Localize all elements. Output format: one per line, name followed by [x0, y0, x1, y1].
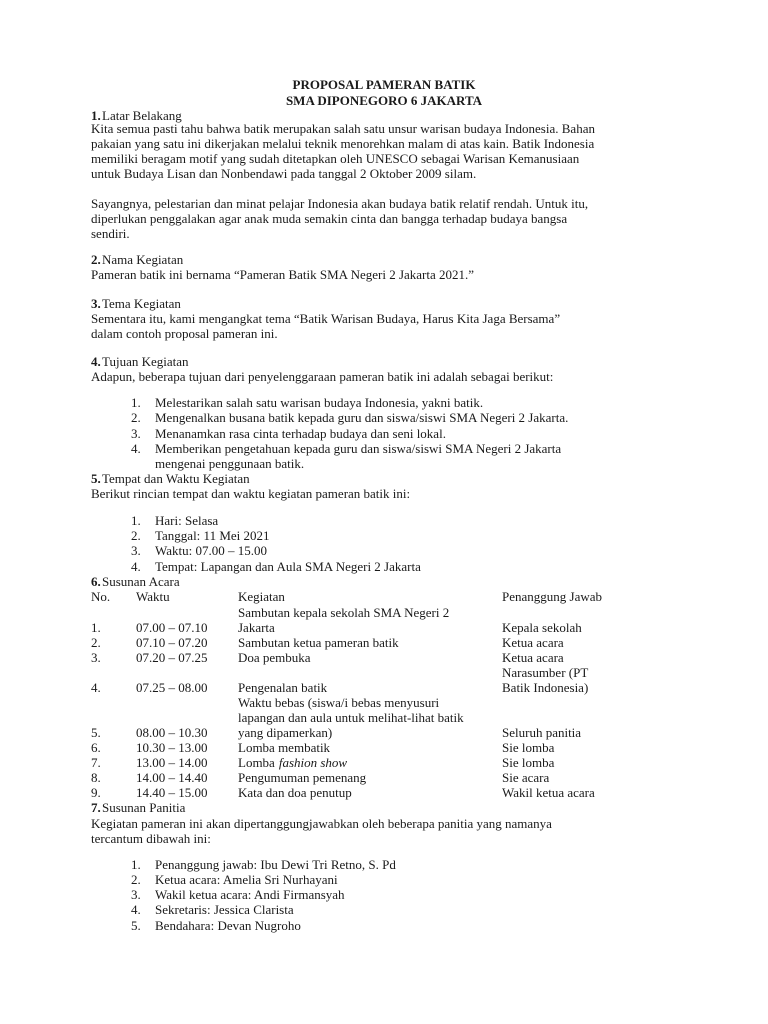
- paragraph-line: Kegiatan pameran ini akan dipertanggungjawabkan oleh beberapa panitia yang namanya: [91, 816, 552, 831]
- list-number: 4.: [131, 441, 141, 456]
- table-cell-waktu: 07.00 – 07.10: [136, 620, 208, 635]
- paragraph-line: tercantum dibawah ini:: [91, 831, 211, 846]
- section-heading: Nama Kegiatan: [102, 252, 184, 267]
- table-cell-no: 2.: [91, 635, 101, 650]
- list-item: Hari: Selasa: [155, 513, 219, 528]
- paragraph-line: Sayangnya, pelestarian dan minat pelajar Indonesia akan budaya batik relatif rendah. Untuk itu,: [91, 196, 589, 211]
- section-heading: Tujuan Kegiatan: [102, 354, 189, 369]
- list-number: 3.: [131, 887, 141, 902]
- list-item: Tanggal: 11 Mei 2021: [155, 528, 270, 543]
- list-number: 4.: [131, 559, 141, 574]
- list-number: 1.: [131, 857, 141, 872]
- list-number: 3.: [131, 426, 141, 441]
- list-item: Mengenalkan busana batik kepada guru dan siswa/siswi SMA Negeri 2 Jakarta.: [155, 410, 569, 425]
- table-cell-kegiatan: Sambutan ketua pameran batik: [238, 635, 399, 650]
- table-cell-penanggung-jawab: Seluruh panitia: [502, 725, 582, 740]
- list-number: 1.: [131, 513, 141, 528]
- list-item: Melestarikan salah satu warisan budaya Indonesia, yakni batik.: [155, 395, 484, 410]
- paragraph-line: Sementara itu, kami mengangkat tema “Batik Warisan Budaya, Harus Kita Jaga Bersama”: [91, 311, 561, 326]
- table-cell-waktu: 10.30 – 13.00: [136, 740, 208, 755]
- title-line-2: SMA DIPONEGORO 6 JAKARTA: [285, 93, 483, 108]
- table-cell-kegiatan: Pengumuman pemenang: [238, 770, 367, 785]
- table-cell-no: 3.: [91, 650, 101, 665]
- title-line-1: PROPOSAL PAMERAN BATIK: [292, 77, 476, 92]
- table-cell-no: 7.: [91, 755, 101, 770]
- table-cell-pj-line: Narasumber (PT: [502, 665, 589, 680]
- list-item-continued: mengenai penggunaan batik.: [155, 456, 305, 471]
- section-number: 2.: [91, 252, 101, 267]
- table-cell-waktu: 07.25 – 08.00: [136, 680, 208, 695]
- list-number: 5.: [131, 918, 141, 933]
- table-cell-kegiatan: Jakarta: [238, 620, 275, 635]
- list-item: Penanggung jawab: Ibu Dewi Tri Retno, S. Pd: [155, 857, 396, 872]
- table-header-kegiatan: Kegiatan: [238, 589, 285, 604]
- paragraph-line: Adapun, beberapa tujuan dari penyelenggaraan pameran batik ini adalah sebagai berikut:: [91, 369, 554, 384]
- list-item: Ketua acara: Amelia Sri Nurhayani: [155, 872, 338, 887]
- table-cell-no: 6.: [91, 740, 101, 755]
- section-heading: Susunan Panitia: [102, 800, 186, 815]
- table-cell-penanggung-jawab: Wakil ketua acara: [502, 785, 595, 800]
- section-number: 3.: [91, 296, 101, 311]
- paragraph-line: dalam contoh proposal pameran ini.: [91, 326, 278, 341]
- table-cell-no: 1.: [91, 620, 101, 635]
- section-number: 6.: [91, 574, 101, 589]
- table-cell-penanggung-jawab: Sie lomba: [502, 755, 555, 770]
- list-item: Memberikan pengetahuan kepada guru dan siswa/siswi SMA Negeri 2 Jakarta: [155, 441, 562, 456]
- table-cell-penanggung-jawab: Sie acara: [502, 770, 550, 785]
- list-number: 3.: [131, 543, 141, 558]
- section-heading: Susunan Acara: [102, 574, 180, 589]
- table-cell-no: 8.: [91, 770, 101, 785]
- list-item: Waktu: 07.00 – 15.00: [155, 543, 267, 558]
- paragraph-line: untuk Budaya Lisan dan Nonbendawi pada tanggal 2 Oktober 2009 silam.: [91, 166, 477, 181]
- paragraph-line: sendiri.: [91, 226, 130, 241]
- table-cell-waktu: 07.10 – 07.20: [136, 635, 208, 650]
- table-cell-waktu: 14.00 – 14.40: [136, 770, 208, 785]
- list-item: Bendahara: Devan Nugroho: [155, 918, 301, 933]
- list-item: Sekretaris: Jessica Clarista: [155, 902, 294, 917]
- table-cell-penanggung-jawab: Sie lomba: [502, 740, 555, 755]
- paragraph-line: pakaian yang satu ini dikerjakan melalui teknik menorehkan malam di atas kain. Batik Indonesia: [91, 136, 595, 151]
- list-number: 4.: [131, 902, 141, 917]
- table-cell-kegiatan: Kata dan doa penutup: [238, 785, 352, 800]
- list-item: Tempat: Lapangan dan Aula SMA Negeri 2 Jakarta: [155, 559, 421, 574]
- section-heading: Latar Belakang: [102, 108, 182, 123]
- list-number: 2.: [131, 410, 141, 425]
- section-number: 4.: [91, 354, 101, 369]
- table-cell-kegiatan-line: lapangan dan aula untuk melihat-lihat batik: [238, 710, 464, 725]
- table-header-penanggung-jawab: Penanggung Jawab: [502, 589, 603, 604]
- paragraph-line: Berikut rincian tempat dan waktu kegiatan pameran batik ini:: [91, 486, 411, 501]
- paragraph-line: Pameran batik ini bernama “Pameran Batik SMA Negeri 2 Jakarta 2021.”: [91, 267, 475, 282]
- section-heading: Tema Kegiatan: [102, 296, 181, 311]
- paragraph-line: Kita semua pasti tahu bahwa batik merupakan salah satu unsur warisan budaya Indonesia. Bahan: [91, 121, 595, 136]
- table-cell-kegiatan-line: Sambutan kepala sekolah SMA Negeri 2: [238, 605, 450, 620]
- table-header-no: No.: [91, 589, 111, 604]
- table-cell-waktu: 13.00 – 14.00: [136, 755, 208, 770]
- table-cell-no: 4.: [91, 680, 101, 695]
- table-cell-kegiatan-line: Waktu bebas (siswa/i bebas menyusuri: [238, 695, 440, 710]
- paragraph-line: diperlukan penggalakan agar anak muda semakin cinta dan bangga terhadap budaya bangsa: [91, 211, 568, 226]
- table-cell-no: 5.: [91, 725, 101, 740]
- section-number: 5.: [91, 471, 101, 486]
- table-cell-kegiatan-italic: fashion show: [278, 755, 348, 770]
- list-number: 2.: [131, 872, 141, 887]
- table-cell-penanggung-jawab: Kepala sekolah: [502, 620, 582, 635]
- table-cell-waktu: 07.20 – 07.25: [136, 650, 208, 665]
- table-header-waktu: Waktu: [136, 589, 170, 604]
- table-cell-kegiatan: Lomba fashion show: [238, 755, 348, 770]
- list-number: 2.: [131, 528, 141, 543]
- table-cell-kegiatan: yang dipamerkan): [238, 725, 333, 740]
- list-number: 1.: [131, 395, 141, 410]
- table-cell-no: 9.: [91, 785, 101, 800]
- table-cell-waktu: 08.00 – 10.30: [136, 725, 208, 740]
- table-cell-waktu: 14.40 – 15.00: [136, 785, 208, 800]
- table-cell-kegiatan: Doa pembuka: [238, 650, 311, 665]
- paragraph-line: memiliki beragam motif yang sudah ditetapkan oleh UNESCO sebagai Warisan Kemanusiaan: [91, 151, 580, 166]
- section-number: 1.: [91, 108, 101, 123]
- table-cell-kegiatan: Lomba membatik: [238, 740, 331, 755]
- table-cell-penanggung-jawab: Ketua acara: [502, 650, 564, 665]
- section-heading: Tempat dan Waktu Kegiatan: [102, 471, 250, 486]
- list-item: Wakil ketua acara: Andi Firmansyah: [155, 887, 345, 902]
- list-item: Menanamkan rasa cinta terhadap budaya dan seni lokal.: [155, 426, 446, 441]
- table-cell-penanggung-jawab: Batik Indonesia): [502, 680, 589, 695]
- table-cell-kegiatan: Pengenalan batik: [238, 680, 328, 695]
- section-number: 7.: [91, 800, 101, 815]
- table-cell-penanggung-jawab: Ketua acara: [502, 635, 564, 650]
